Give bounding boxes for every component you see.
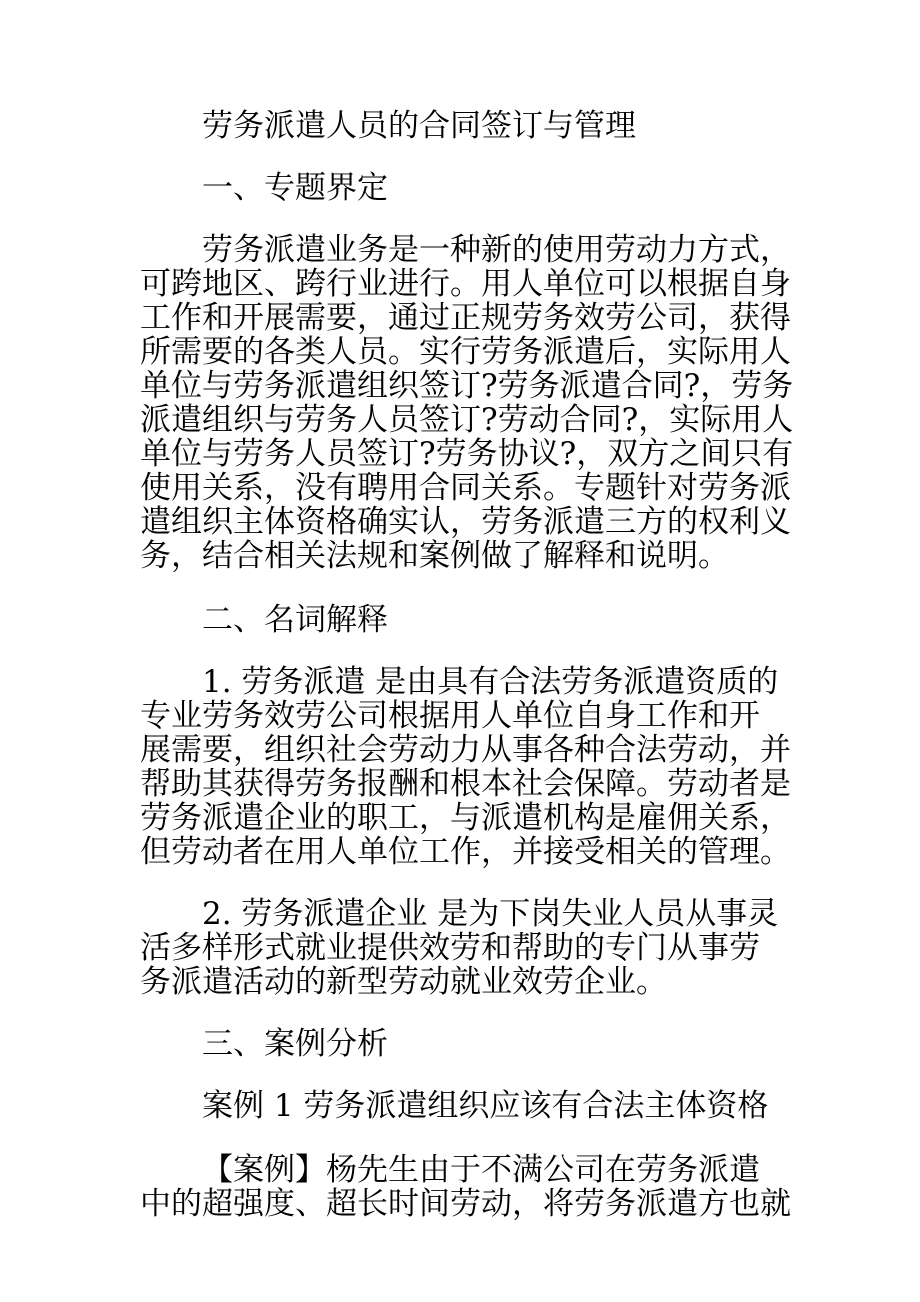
term-line: 务派遣活动的新型劳动就业效劳企业。 <box>140 964 667 1000</box>
section-heading-cases: 三、案例分析 <box>202 1026 388 1062</box>
case-heading: 案例 1 劳务派遣组织应该有合法主体资格 <box>202 1088 769 1124</box>
paragraph-line: 单位与劳务人员签订?劳务协议?，双方之间只有 <box>140 436 794 472</box>
term-line: 但劳动者在用人单位工作，并接受相关的管理。 <box>140 834 791 870</box>
paragraph-line: 劳务派遣业务是一种新的使用劳动力方式， <box>202 232 791 268</box>
paragraph-line: 使用关系，没有聘用合同关系。专题针对劳务派 <box>140 470 791 506</box>
term-line: 劳务派遣企业的职工，与派遣机构是雇佣关系， <box>140 800 791 836</box>
term-line: 专业劳务效劳公司根据用人单位自身工作和开 <box>140 698 760 734</box>
paragraph-line: 工作和开展需要，通过正规劳务效劳公司，获得 <box>140 300 791 336</box>
term-line: 2. 劳务派遣企业 是为下岗失业人员从事灵 <box>202 896 779 932</box>
paragraph-line: 可跨地区、跨行业进行。用人单位可以根据自身 <box>140 266 791 302</box>
paragraph-line: 遣组织主体资格确实认，劳务派遣三方的权利义 <box>140 504 791 540</box>
term-line: 展需要，组织社会劳动力从事各种合法劳动，并 <box>140 732 791 768</box>
term-line: 活多样形式就业提供效劳和帮助的专门从事劳 <box>140 930 760 966</box>
case-line: 【案例】杨先生由于不满公司在劳务派遣 <box>202 1152 760 1188</box>
paragraph-line: 务，结合相关法规和案例做了解释和说明。 <box>140 538 729 574</box>
section-heading-terms: 二、名词解释 <box>202 602 388 638</box>
case-line: 中的超强度、超长时间劳动，将劳务派遣方也就 <box>140 1186 791 1222</box>
paragraph-line: 派遣组织与劳务人员签订?劳动合同?，实际用人 <box>140 402 794 438</box>
paragraph-line: 单位与劳务派遣组织签订?劳务派遣合同?，劳务 <box>140 368 794 404</box>
term-line: 帮助其获得劳务报酬和根本社会保障。劳动者是 <box>140 766 791 802</box>
term-line: 1. 劳务派遣 是由具有合法劳务派遣资质的 <box>202 664 779 700</box>
section-heading-definition: 一、专题界定 <box>202 170 388 206</box>
document-title: 劳务派遣人员的合同签订与管理 <box>202 108 636 144</box>
paragraph-line: 所需要的各类人员。实行劳务派遣后，实际用人 <box>140 334 791 370</box>
